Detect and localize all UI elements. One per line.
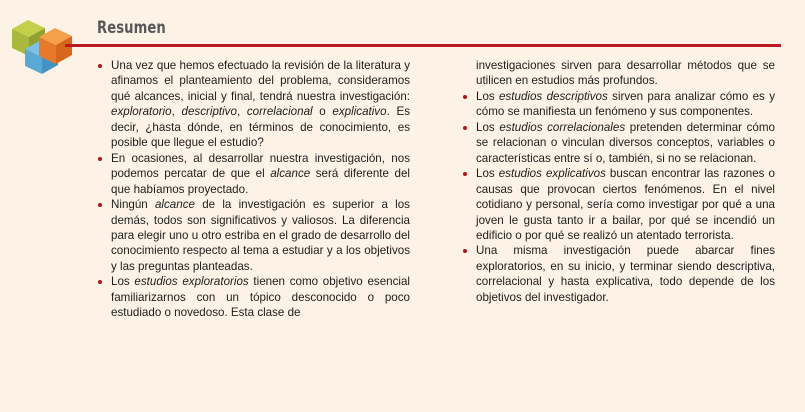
emphasis: estudios correlacionales (499, 120, 626, 134)
emphasis: exploratorio (111, 105, 172, 119)
right-column (455, 58, 775, 305)
body-columns (0, 58, 805, 412)
list-item: Los estudios descriptivos sirven para analizar cómo es y cómo se manifiesta un fenómeno y sus componentes. (455, 89, 775, 120)
emphasis: alcance (270, 167, 311, 181)
emphasis: descriptivo (181, 105, 237, 119)
list-item: Una vez que hemos efectuado la revisión de la literatura y afinamos el planteamiento del problema, consideramos qué alcances, inicial y final, tendrá nuestra investigación: exploratorio, descriptivo, correlacional o explicativo. Es decir, ¿hasta dónde, en términos de conocimiento, es posible que llegue el estudio? (90, 58, 410, 151)
left-column-list (90, 58, 410, 321)
right-column-list (455, 89, 775, 305)
list-item: Los estudios exploratorios tienen como objetivo esencial familiarizarnos con un tópico desconocido o poco estudiado o novedoso. Esta clase de (90, 274, 410, 320)
header-divider (65, 44, 781, 47)
emphasis: estudios explicativos (498, 167, 606, 181)
continuation-paragraph: investigaciones sirven para desarrollar métodos que se utilicen en estudios más profundos. (476, 59, 775, 88)
page-header (0, 0, 805, 58)
emphasis: explicativo (332, 105, 387, 119)
emphasis: correlacional (246, 105, 313, 119)
emphasis: estudios exploratorios (134, 275, 249, 289)
page-title: Resumen (97, 18, 166, 38)
list-item: Los estudios explicativos buscan encontrar las razones o causas que provocan ciertos fenómenos. En el nivel cotidiano y personal, sería como investigar por qué a una joven le gusta tanto ir a bailar, por qué se incendió un edificio o por qué se realizó un atentado terrorista. (455, 166, 775, 243)
emphasis: alcance (154, 198, 195, 212)
left-column (90, 58, 410, 321)
list-item: Los estudios correlacionales pretenden determinar cómo se relacionan o vinculan diversos conceptos, variables o características entre sí o, también, si no se relacionan. (455, 120, 775, 166)
emphasis: estudios descriptivos (499, 89, 608, 103)
list-item: En ocasiones, al desarrollar nuestra investigación, nos podemos percatar de que el alcance será diferente del que habíamos proyectado. (90, 151, 410, 197)
list-item: Una misma investigación puede abarcar fines exploratorios, en su inicio, y terminar siendo descriptiva, correlacional y hasta explicativa, todo depende de los objetivos del investigador. (455, 243, 775, 305)
list-item: Ningún alcance de la investigación es superior a los demás, todos son significativos y valiosos. La diferencia para elegir uno u otro estriba en el grado de desarrollo del conocimiento respecto al tema a estudiar y a los objetivos y las preguntas planteadas. (90, 197, 410, 274)
